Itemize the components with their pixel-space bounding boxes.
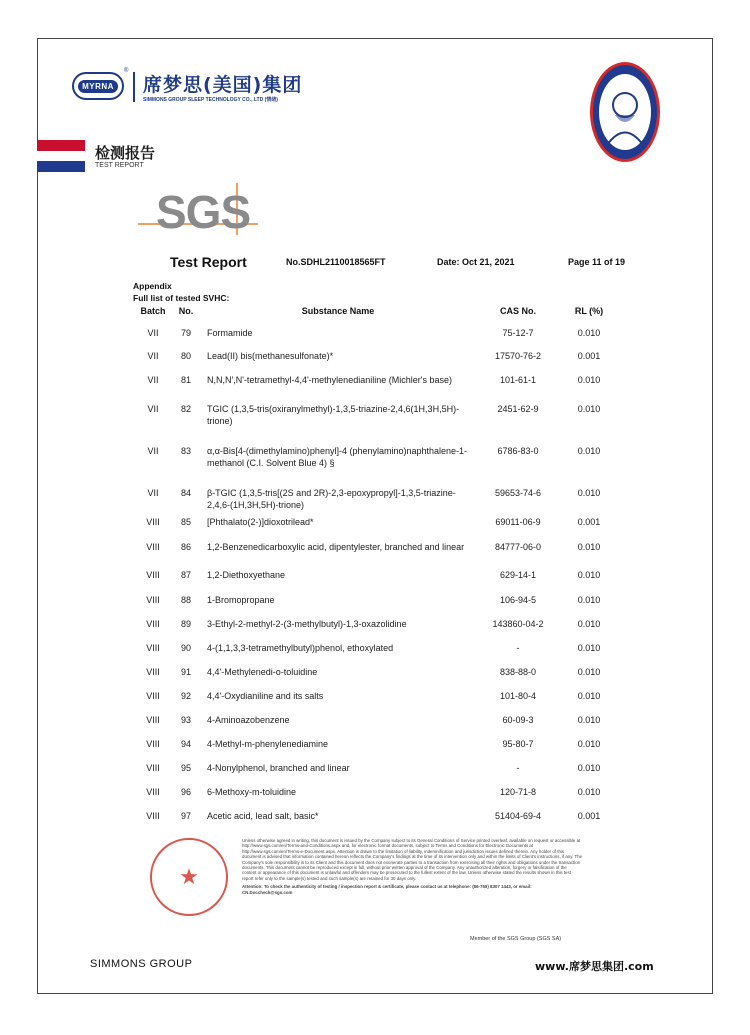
row-cas: 95-80-7: [502, 739, 534, 749]
row-substance: 1,2-Benzenedicarboxylic acid, dipentylester, branched and linear: [207, 542, 465, 552]
row-cas: 59653-74-6: [494, 488, 542, 498]
footer-company: SIMMONS GROUP: [90, 958, 193, 970]
row-number: 83: [180, 446, 191, 456]
row-number: 95: [180, 763, 191, 773]
row-rl: 0.010: [577, 595, 601, 605]
row-rl: 0.010: [577, 787, 601, 797]
row-batch: VIII: [146, 763, 160, 773]
sgs-logo: SGS: [138, 183, 258, 235]
row-number: 87: [180, 570, 191, 580]
appendix-heading: Appendix Full list of tested SVHC:: [133, 281, 230, 303]
row-substance: 4,4'-Oxydianiline and its salts: [207, 691, 324, 701]
row-number: 89: [180, 619, 191, 629]
header-substance: Substance Name: [301, 306, 375, 316]
row-rl: 0.010: [577, 570, 601, 580]
row-cas: 60-09-3: [502, 715, 534, 725]
row-number: 81: [180, 375, 191, 385]
header-no: No.: [178, 306, 194, 316]
row-number: 94: [180, 739, 191, 749]
myrna-logo: MYRNA: [72, 72, 124, 100]
row-batch: VIII: [146, 811, 160, 821]
row-number: 84: [180, 488, 191, 498]
row-cas: 51404-69-4: [494, 811, 542, 821]
row-rl: 0.010: [577, 739, 601, 749]
row-batch: VIII: [146, 715, 160, 725]
row-rl: 0.010: [577, 404, 601, 414]
row-batch: VIII: [146, 667, 160, 677]
row-rl: 0.010: [577, 446, 601, 456]
row-substance: Formamide: [207, 328, 253, 338]
row-batch: VIII: [146, 787, 160, 797]
row-rl: 0.010: [577, 619, 601, 629]
row-batch: VII: [147, 328, 159, 338]
row-cas: 2451-62-9: [497, 404, 539, 414]
row-substance: β-TGIC (1,3,5-tris[(2S and 2R)-2,3-epoxypropyl]-1,3,5-triazine-2,4,6-(1H,3H,5H)-trione): [207, 488, 456, 510]
row-cas: 106-94-5: [499, 595, 537, 605]
row-batch: VII: [147, 351, 159, 361]
row-rl: 0.010: [577, 328, 601, 338]
row-cas: 69011-06-9: [495, 517, 541, 527]
report-label-cn: 检测报告: [95, 144, 156, 162]
row-cas: -: [516, 763, 520, 773]
report-title: Test Report: [170, 254, 247, 270]
row-batch: VII: [147, 375, 159, 385]
row-batch: VIII: [146, 739, 160, 749]
row-number: 82: [180, 404, 191, 414]
row-substance: Acetic acid, lead salt, basic*: [207, 811, 319, 821]
header-cas: CAS No.: [500, 306, 536, 316]
row-rl: 0.001: [577, 517, 601, 527]
report-title-row: [0, 254, 750, 274]
brand-name-en: SIMMONS GROUP SLEEP TECHNOLOGY CO., LTD (情绪): [143, 97, 278, 103]
row-substance: 4,4'-Methylenedi-o-toluidine: [207, 667, 318, 677]
row-cas: 101-80-4: [499, 691, 537, 701]
row-rl: 0.010: [577, 763, 601, 773]
row-number: 86: [180, 542, 191, 552]
row-batch: VIII: [146, 542, 160, 552]
row-batch: VIII: [146, 570, 160, 580]
row-number: 92: [180, 691, 191, 701]
registered-mark: ®: [124, 68, 129, 74]
row-cas: -: [516, 643, 520, 653]
row-number: 90: [180, 643, 191, 653]
row-substance: [Phthalato(2-)]dioxotrilead*: [207, 517, 314, 527]
row-rl: 0.010: [577, 691, 601, 701]
row-rl: 0.010: [577, 542, 601, 552]
row-rl: 0.010: [577, 375, 601, 385]
row-number: 91: [180, 667, 191, 677]
row-number: 96: [180, 787, 191, 797]
row-substance: 4-Aminoazobenzene: [207, 715, 290, 725]
row-number: 85: [180, 517, 191, 527]
row-batch: VII: [147, 404, 159, 414]
row-substance: 6-Methoxy-m-toluidine: [207, 787, 297, 797]
row-rl: 0.010: [577, 715, 601, 725]
sgs-membership: Member of the SGS Group (SGS SA): [470, 936, 562, 942]
row-substance: N,N,N',N'-tetramethyl-4,4'-methylenedianiline (Michler's base): [207, 375, 452, 385]
row-rl: 0.001: [577, 811, 601, 821]
row-rl: 0.001: [577, 351, 601, 361]
header-rl: RL (%): [574, 306, 604, 316]
founder-portrait-icon: [590, 62, 660, 162]
row-substance: 4-Nonylphenol, branched and linear: [207, 763, 350, 773]
report-date: Date: Oct 21, 2021: [437, 257, 515, 267]
row-rl: 0.010: [577, 488, 601, 498]
row-substance: Lead(II) bis(methanesulfonate)*: [207, 351, 334, 361]
row-batch: VIII: [146, 517, 160, 527]
inspection-stamp-icon: ★: [150, 838, 228, 916]
row-cas: 6786-83-0: [497, 446, 539, 456]
footer-website[interactable]: www.席梦思集团.com: [535, 960, 654, 973]
row-number: 88: [180, 595, 191, 605]
row-substance: 4-(1,1,3,3-tetramethylbutyl)phenol, ethoxylated: [207, 643, 394, 653]
row-rl: 0.010: [577, 667, 601, 677]
row-batch: VIII: [146, 619, 160, 629]
row-number: 79: [180, 328, 191, 338]
row-cas: 75-12-7: [502, 328, 534, 338]
row-batch: VIII: [146, 595, 160, 605]
row-number: 80: [180, 351, 191, 361]
row-substance: TGIC (1,3,5-tris(oxiranylmethyl)-1,3,5-triazine-2,4,6(1H,3H,5H)-trione): [207, 404, 460, 426]
row-rl: 0.010: [577, 643, 601, 653]
row-cas: 143860-04-2: [492, 619, 544, 629]
row-substance: α,α-Bis[4-(dimethylamino)phenyl]-4 (phenylamino)naphthalene-1-methanol (C.I. Solvent Blue 4) §: [207, 446, 468, 468]
row-cas: 17570-76-2: [494, 351, 542, 361]
row-number: 93: [180, 715, 191, 725]
row-number: 97: [180, 811, 191, 821]
header-batch: Batch: [140, 306, 166, 316]
row-cas: 838-88-0: [499, 667, 537, 677]
row-cas: 101-61-1: [499, 375, 537, 385]
flag-stripes-icon: [37, 140, 85, 172]
row-cas: 84777-06-0: [494, 542, 542, 552]
row-substance: 1,2-Diethoxyethane: [207, 570, 286, 580]
row-batch: VII: [147, 488, 159, 498]
brand-divider: [133, 72, 135, 102]
row-cas: 120-71-8: [499, 787, 537, 797]
row-substance: 4-Methyl-m-phenylenediamine: [207, 739, 329, 749]
row-substance: 3-Ethyl-2-methyl-2-(3-methylbutyl)-1,3-oxazolidine: [207, 619, 407, 629]
row-batch: VII: [147, 446, 159, 456]
page-indicator: Page 11 of 19: [568, 257, 626, 267]
report-label-en: TEST REPORT: [95, 162, 144, 169]
row-batch: VIII: [146, 643, 160, 653]
report-number: No.SDHL2110018565FT: [286, 257, 386, 267]
row-cas: 629-14-1: [499, 570, 537, 580]
row-substance: 1-Bromopropane: [207, 595, 275, 605]
row-batch: VIII: [146, 691, 160, 701]
terms-fineprint: Unless otherwise agreed in writing, this document is issued by the Company subject to its General Conditions of Service printed overleaf, available on request or accessible at http://www.sgs.com/en/Terms-and-Conditions.aspx and, for electronic format documents, subject to Terms and Conditions for Electronic Documents at http://www.sgs.com/en/Terms-e-Document.aspx. Attention is drawn to the limitation of liability, indemnification and jurisdiction issues defined therein. Any holder of this document is advised that information contained hereon reflects the Company's findings at the time of its intervention only and within the limits of Client's instructions, if any. The Company's sole responsibility is to its Client and this document does not exonerate parties to a transaction from exercising all their rights and obligations under the transaction documents. This document cannot be reproduced except in full, without prior written approval of the Company. Any unauthorized alteration, forgery or falsification of the content or appearance of this document is unlawful and offenders may be prosecuted to the fullest extent of the law. Unless otherwise stated the results shown in this test report refer only to the sample(s) tested and such sample(s) are retained for 30 days only. Attention: To check the authenticity of testing / inspection report & certificate, please contact us at telephone: (86-755) 8307 1443, or email: CN.Doccheck@sgs.com: [242, 838, 583, 895]
brand-name-cn: 席梦思(美国)集团: [143, 74, 303, 96]
